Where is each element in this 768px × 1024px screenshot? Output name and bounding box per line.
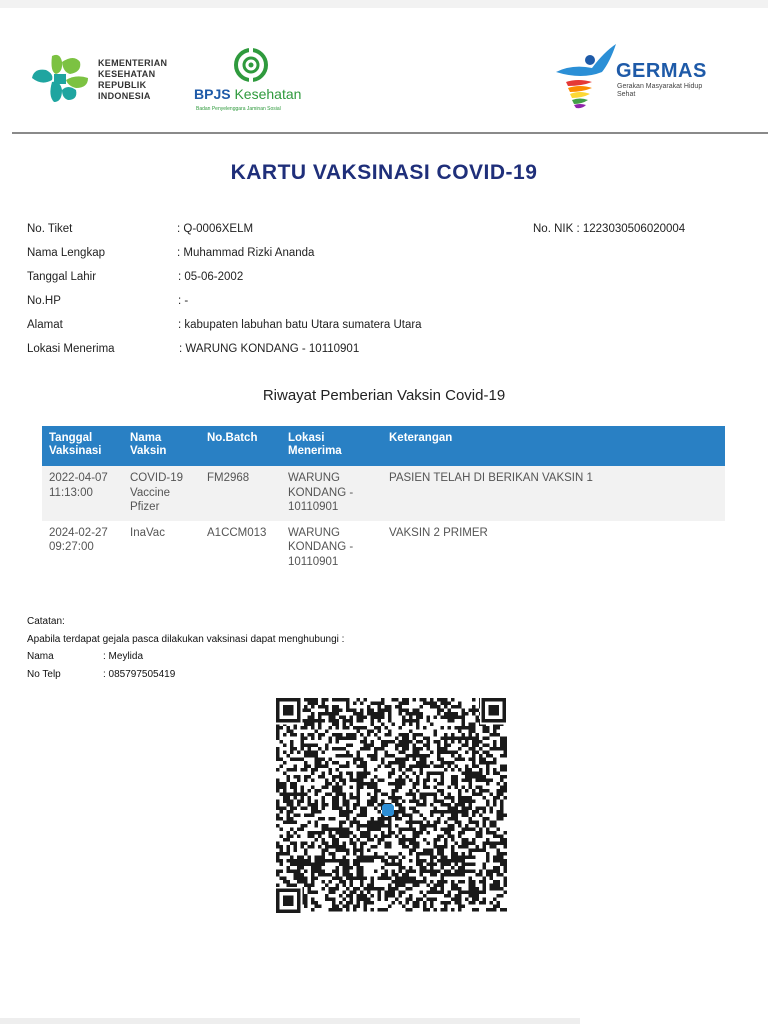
germas-logo-icon	[552, 42, 618, 112]
table-row	[42, 466, 725, 521]
germas-subtitle: Gerakan Masyarakat Hidup Sehat	[617, 83, 703, 98]
bpjs-logo	[180, 40, 326, 122]
hp-value: : -	[178, 295, 189, 307]
nik-label: No. NIK	[533, 223, 574, 235]
germas-title: GERMAS	[616, 60, 707, 82]
column-header-tanggal: Tanggal Vaksinasi	[42, 426, 123, 466]
nik-field	[533, 223, 685, 235]
tiket-value: : Q-0006XELM	[177, 223, 254, 235]
alamat-label: Alamat	[27, 319, 63, 331]
contact-name-row	[27, 651, 144, 662]
contact-phone-value: : 085797505419	[103, 669, 176, 680]
bpjs-emblem-icon	[234, 48, 268, 82]
table-cell: InaVac	[123, 521, 200, 576]
bpjs-title	[194, 86, 301, 102]
qr-code	[276, 698, 507, 914]
table-cell: WARUNG KONDANG - 10110901	[281, 521, 382, 576]
table-cell: A1CCM013	[200, 521, 281, 576]
contact-phone-label: No Telp	[27, 669, 61, 680]
kemenkes-line: INDONESIA	[98, 91, 151, 101]
notes-heading: Catatan:	[27, 616, 65, 627]
kemenkes-line: REPUBLIK	[98, 80, 147, 90]
lahir-label: Tanggal Lahir	[27, 271, 97, 283]
top-strip	[0, 0, 768, 8]
column-header-nama-vaksin: Nama Vaksin	[123, 426, 200, 466]
alamat-value: : kabupaten labuhan batu Utara sumatera Utara	[178, 319, 422, 331]
nama-label: Nama Lengkap	[27, 247, 105, 259]
kemenkes-line: KESEHATAN	[98, 69, 156, 79]
table-row	[42, 521, 725, 576]
table-cell: PASIEN TELAH DI BERIKAN VAKSIN 1	[382, 466, 725, 521]
table-cell: 2022-04-07 11:13:00	[42, 466, 123, 521]
table-header-row	[42, 426, 725, 466]
contact-phone-row	[27, 669, 176, 680]
tiket-label: No. Tiket	[27, 223, 73, 235]
contact-name-value: : Meylida	[103, 651, 144, 662]
column-header-lokasi: Lokasi Menerima	[281, 426, 382, 466]
kemenkes-text	[98, 58, 167, 102]
notes-text: Apabila terdapat gejala pasca dilakukan vaksinasi dapat menghubungi :	[27, 634, 345, 645]
hp-label: No.HP	[27, 295, 61, 307]
table-cell: FM2968	[200, 466, 281, 521]
table-cell: 2024-02-27 09:27:00	[42, 521, 123, 576]
column-header-batch: No.Batch	[200, 426, 281, 466]
column-header-keterangan: Keterangan	[382, 426, 725, 466]
bpjs-name-part1: BPJS	[194, 86, 231, 102]
page-title: KARTU VAKSINASI COVID-19	[230, 161, 538, 184]
bpjs-tagline: Badan Penyelenggara Jaminan Sosial	[196, 106, 281, 112]
vaccination-history-table	[42, 426, 725, 575]
bpjs-name-part2: Kesehatan	[234, 86, 302, 102]
kemenkes-line: KEMENTERIAN	[98, 58, 168, 68]
lokasi-value: : WARUNG KONDANG - 10110901	[179, 343, 360, 355]
table-cell: COVID-19 Vaccine Pfizer	[123, 466, 200, 521]
contact-name-label: Nama	[27, 651, 54, 662]
kemenkes-logo-icon	[30, 52, 90, 104]
header-divider	[12, 132, 768, 134]
nik-value: : 1223030506020004	[576, 223, 686, 235]
table-cell: WARUNG KONDANG - 10110901	[281, 466, 382, 521]
history-title: Riwayat Pemberian Vaksin Covid-19	[262, 387, 506, 404]
bottom-strip	[0, 1018, 580, 1024]
nama-value: : Muhammad Rizki Ananda	[177, 247, 315, 259]
qr-center-mark	[382, 804, 394, 816]
lahir-value: : 05-06-2002	[178, 271, 244, 283]
header	[0, 30, 768, 130]
lokasi-label: Lokasi Menerima	[27, 343, 115, 355]
table-cell: VAKSIN 2 PRIMER	[382, 521, 725, 576]
